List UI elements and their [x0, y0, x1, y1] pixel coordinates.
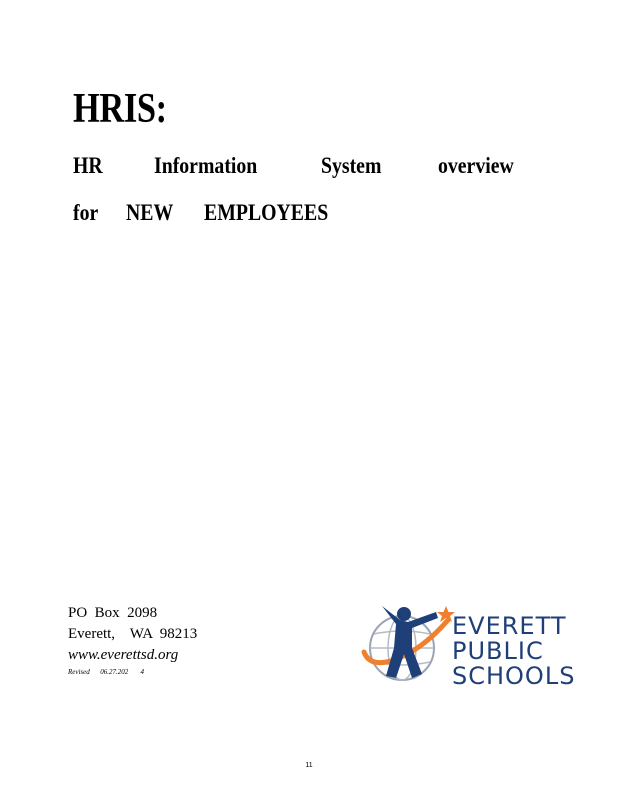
logo-wordmark	[452, 614, 575, 689]
po-box: PO Box 2098	[68, 605, 158, 621]
document-title: HRIS:	[73, 86, 167, 132]
website-link[interactable]: www.everettsd.org	[68, 647, 179, 663]
subtitle-word: EMPLOYEES	[203, 200, 328, 225]
subtitle-word: Information	[154, 153, 258, 178]
address-block	[68, 603, 197, 678]
page-number: 11	[305, 762, 313, 769]
subtitle-word: System	[320, 153, 382, 178]
logo-line: EVERETT	[452, 612, 567, 640]
subtitle-word: for	[73, 200, 99, 225]
subtitle-line-2	[73, 199, 348, 227]
revised-date: Revised 06.27.202 4	[68, 668, 145, 676]
logo-line: PUBLIC	[452, 637, 544, 665]
subtitle-word: NEW	[125, 200, 173, 225]
subtitle-word: HR	[73, 153, 103, 178]
subtitle-line-1	[73, 152, 526, 180]
figure-head	[397, 607, 411, 621]
subtitle-word: overview	[437, 153, 514, 178]
city-state-zip: Everett, WA 98213	[68, 626, 198, 642]
logo-line: SCHOOLS	[452, 662, 576, 690]
